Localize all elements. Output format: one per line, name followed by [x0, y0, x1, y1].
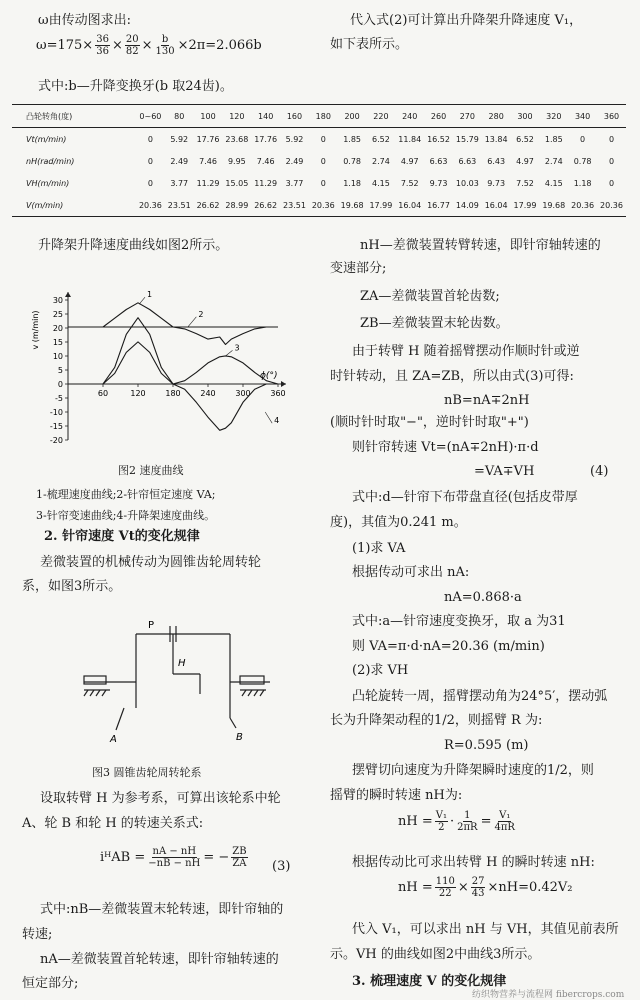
table-cell: 15.05	[225, 178, 249, 188]
table-header-cell: 360	[597, 105, 626, 128]
lever-b	[230, 718, 236, 728]
table-cell: 6.43	[487, 156, 506, 166]
table-cell: 20.36	[309, 194, 338, 217]
table-cell: 16.04	[395, 194, 424, 217]
table-header-cell: 80	[165, 105, 194, 128]
table-cell: 2.74	[544, 156, 563, 166]
fig2-x-tick-label: 60	[97, 389, 109, 398]
table-cell: 7.46	[256, 156, 275, 166]
eq-nb: nB=nA∓2nH	[444, 393, 530, 408]
table-cell: 20.36	[136, 194, 165, 217]
speed-table	[12, 104, 626, 217]
fig3-caption: 图3 圆锥齿轮周转轮系	[92, 766, 202, 779]
a-note: 式中:a—针帘速度变换牙，取 a 为31	[352, 614, 566, 629]
d-def-1: 式中:d—针帘下布带盘直径(包括皮带厚	[352, 490, 578, 505]
vt-eq-1: 则针帘转速 Vt=(nA∓2nH)·π·d	[352, 440, 539, 455]
eq-nh-frac-2	[456, 810, 478, 833]
table-cell: 0	[608, 178, 615, 188]
table-header-cell: 300	[511, 105, 540, 128]
label-P: P	[148, 620, 155, 631]
fig2-x-tick-label: 180	[165, 389, 181, 398]
table-cell: 0	[320, 178, 326, 188]
label-B: B	[236, 732, 243, 743]
frac-den: 2	[438, 822, 445, 833]
table-header-cell: 100	[194, 105, 223, 128]
frac-den: 22	[438, 888, 452, 899]
eq-nh-frac-1	[435, 810, 448, 833]
table-cell: 1.85	[544, 134, 563, 144]
arm-para-2: 时针转动，且 ZA=ZB，所以由式(3)可得:	[330, 369, 574, 384]
fig2-curve-label: 1	[147, 290, 153, 300]
na-def-2: 恒定部分;	[22, 976, 79, 991]
table-cell: 26.62	[194, 194, 223, 217]
fig2-leader-line	[265, 412, 272, 423]
table-cell: 20.36	[568, 194, 597, 217]
table-cell: 0	[320, 156, 326, 166]
table-cell: 9.73	[487, 178, 506, 188]
fig2-series-3	[68, 342, 278, 384]
frac-num: 1	[464, 810, 471, 821]
eq3-eq: = −	[203, 850, 230, 865]
table-header-cell: 320	[539, 105, 568, 128]
frac-num: nA − nH	[152, 846, 197, 857]
table-header-cell: 160	[280, 105, 309, 128]
table-cell: 23.68	[225, 134, 249, 144]
frac-den: 43	[471, 888, 485, 899]
table-cell: 0	[580, 134, 586, 144]
tan-para-2: 摇臂的瞬时转速 nH为:	[330, 788, 463, 803]
table-cell: 6.63	[458, 156, 477, 166]
fig2-y-tick-label: 5	[57, 366, 63, 375]
table-cell: 4.97	[400, 156, 419, 166]
table-row	[12, 194, 626, 217]
table-cell: 4.97	[516, 156, 534, 166]
q2-title: (2)求 VH	[352, 663, 409, 678]
omega-intro: ω由传动图求出:	[38, 13, 131, 28]
watermark: 纺织物营养与流程网 fibercrops.com	[472, 990, 625, 1000]
vt-eq-2: =VA∓VH	[474, 464, 535, 479]
table-header-cell: 140	[251, 105, 280, 128]
table-cell: 0.78	[343, 156, 361, 166]
table-cell: 4.15	[372, 178, 390, 188]
table-row-label: VH(m/min)	[26, 178, 70, 188]
fig2-curve-label: 3	[234, 343, 240, 353]
table-cell: 5.92	[170, 134, 189, 144]
omega-formula	[36, 34, 262, 57]
table-row	[12, 150, 626, 172]
table-cell: 28.99	[222, 194, 251, 217]
na-def-1: nA—差微装置首轮转速，即针帘轴转速的	[40, 952, 279, 967]
fig2-y-tick-label: 30	[52, 296, 63, 305]
table-cell: 10.03	[455, 178, 479, 188]
table-cell: 2.74	[372, 156, 390, 166]
table-cell: 19.68	[338, 194, 367, 217]
eq-nh2-lhs: nH =	[398, 880, 433, 895]
nh-def-2: 变速部分;	[330, 261, 387, 276]
zb-def: ZB—差微装置末轮齿数。	[360, 316, 509, 331]
frac-num: V₁	[435, 810, 447, 821]
table-header-cell: 180	[309, 105, 338, 128]
fig2-leader-line	[226, 350, 233, 356]
table-cell: 15.79	[455, 134, 479, 144]
table-cell: 16.77	[424, 194, 453, 217]
table-cell: 20.36	[597, 194, 626, 217]
table-cell: 17.76	[196, 134, 220, 144]
lever-a	[116, 708, 124, 730]
table-row-label: nH(rad/min)	[26, 156, 75, 166]
table-cell: 6.52	[372, 134, 390, 144]
fig2-leader-line	[139, 297, 145, 304]
sec2-para-1: 差微装置的机械传动为圆锥齿轮周转轮	[40, 555, 262, 570]
table-row	[12, 172, 626, 194]
table-cell: 13.84	[484, 134, 508, 144]
times-sign: ×	[111, 38, 123, 53]
frac-num: 27	[471, 876, 485, 887]
table-cell: 17.76	[254, 134, 278, 144]
eq3-frac-1	[147, 846, 201, 869]
table-header-cell: 270	[453, 105, 482, 128]
table-cell: 19.68	[539, 194, 568, 217]
hatch	[84, 690, 88, 696]
sign-note: (顺时针时取"−"，逆时针时取"+")	[330, 415, 529, 430]
table-header-cell: 240	[395, 105, 424, 128]
eq-nh2-frac-1	[435, 876, 456, 899]
table-cell: 7.52	[400, 178, 419, 188]
eq-nh-frac-3	[493, 810, 515, 833]
table-cell: 2.49	[285, 156, 304, 166]
equation-3	[100, 846, 250, 869]
eq3-frac-2	[231, 846, 247, 869]
table-cell: 0	[320, 134, 326, 144]
table-cell: 17.99	[367, 194, 396, 217]
table-header-cell: 0~60	[136, 105, 165, 128]
fig3-gear-diagram	[70, 610, 280, 750]
table-cell: 1.18	[573, 178, 592, 188]
frac-den: ZA	[232, 858, 247, 869]
nb-def-2: 转速;	[22, 927, 53, 942]
nb-def-1: 式中:nB—差微装置末轮转速，即针帘轴的	[40, 902, 284, 917]
table-header-label: 凸轮转角(度)	[12, 105, 136, 128]
eq-nh-lhs: nH =	[398, 814, 433, 829]
za-def: ZA—差微装置首轮齿数;	[360, 289, 500, 304]
curve-ref: 升降架升降速度曲线如图2所示。	[38, 238, 229, 253]
omega-frac-3	[154, 34, 175, 57]
frac-num: b	[161, 34, 169, 45]
fig2-y-tick-label: -10	[49, 408, 63, 417]
table-cell: 5.92	[285, 134, 304, 144]
fig2-caption: 图2 速度曲线	[118, 464, 184, 477]
fig2-series-4	[68, 318, 278, 431]
frac-num: 20	[125, 34, 139, 45]
table-cell: 6.63	[429, 156, 448, 166]
table-row	[12, 128, 626, 151]
section-3-title: 3. 梳理速度 V 的变化规律	[352, 974, 507, 989]
table-cell: 3.77	[285, 178, 304, 188]
table-header-row	[12, 105, 626, 128]
table-cell: 23.51	[165, 194, 194, 217]
fig2-x-arrow	[281, 381, 286, 387]
table-cell: 1.18	[343, 178, 361, 188]
hatch	[96, 690, 100, 696]
table-cell: 0	[608, 156, 615, 166]
table-header-cell: 340	[568, 105, 597, 128]
eq-na: nA=0.868·a	[444, 590, 522, 605]
fig2-speed-chart	[28, 282, 300, 458]
fig2-x-tick-label: 360	[270, 389, 286, 398]
label-A: A	[110, 734, 117, 745]
para3-line1: 设取转臂 H 为参考系，可算出该轮系中轮	[40, 791, 281, 806]
omega-tail: ×2π=2.066b	[177, 38, 262, 53]
table-cell: 7.52	[516, 178, 534, 188]
q1-title: (1)求 VA	[352, 541, 406, 556]
frac-num: ZB	[232, 846, 247, 857]
fig2-leader-line	[188, 317, 196, 327]
frac-den: 2πR	[457, 822, 478, 833]
table-cell: 0	[147, 134, 153, 144]
right-intro-2: 如下表所示。	[330, 37, 409, 52]
eq-nh2-tail: ×nH=0.42V₂	[487, 880, 573, 895]
omega-lhs: ω=175×	[36, 38, 94, 53]
fig2-x-tick-label: 240	[200, 389, 216, 398]
frac-den: 82	[125, 46, 139, 57]
label-H: H	[178, 658, 186, 669]
table-cell: 14.09	[453, 194, 482, 217]
table-cell: 0.78	[573, 156, 592, 166]
table-header-cell: 220	[367, 105, 396, 128]
tan-para-1: 摆臂切向速度为升降架瞬时速度的1/2，则	[352, 763, 594, 778]
table-cell: 3.77	[170, 178, 189, 188]
eq-nh-eq: =	[480, 814, 492, 829]
fig2-x-tick-label: 120	[130, 389, 146, 398]
sec2-para-2: 系，如图3所示。	[22, 579, 122, 594]
fig2-legend-2: 3-针帘变速曲线;4-升降架速度曲线。	[36, 509, 216, 522]
fig2-curve-label: 4	[274, 416, 280, 426]
frac-num: 110	[435, 876, 455, 887]
table-cell: 0	[147, 156, 153, 166]
frac-den: −nB − nH	[148, 858, 201, 869]
table-cell: 23.51	[280, 194, 309, 217]
frac-den: 36	[96, 46, 109, 57]
eq3-lhs: iᴴAB =	[100, 850, 146, 865]
sub-para-2: 示。VH 的曲线如图2中曲线3所示。	[330, 947, 541, 962]
frac-den: 4πR	[494, 822, 515, 833]
table-cell: 7.46	[199, 156, 217, 166]
table-header-cell: 260	[424, 105, 453, 128]
cam-para-1: 凸轮旋转一周，摇臂摆动角为24°5′，摆动弧	[352, 689, 608, 704]
fig2-y-tick-label: -5	[55, 394, 63, 403]
fig2-y-tick-label: 0	[57, 380, 63, 389]
eq3-number: (3)	[272, 859, 291, 874]
fig2-y-axis-label: v (m/min)	[31, 310, 40, 350]
table-row-label: Vt(m/min)	[26, 134, 67, 144]
fig2-series-1	[68, 303, 278, 345]
d-def-2: 度)，其值为0.241 m。	[330, 515, 467, 530]
table-cell: 11.84	[398, 134, 422, 144]
fig2-curve-label: 2	[198, 309, 204, 319]
table-cell: 16.52	[427, 134, 450, 144]
frac-num: V₁	[499, 810, 511, 821]
fig2-y-tick-label: 15	[52, 338, 63, 347]
q1-para: 根据传动可求出 nA:	[352, 565, 470, 580]
b-note: 式中:b—升降变换牙(b 取24齿)。	[38, 79, 233, 94]
fig2-curves	[68, 290, 279, 430]
table-cell: 0	[147, 178, 153, 188]
ratio-para: 根据传动比可求出转臂 H 的瞬时转速 nH:	[352, 855, 595, 870]
fig2-y-tick-label: 10	[52, 352, 63, 361]
table-cell: 0	[608, 134, 615, 144]
table-cell: 9.73	[429, 178, 448, 188]
table-cell: 2.49	[170, 156, 189, 166]
sub-para-1: 代入 V₁，可以求出 nH 与 VH，其值见前表所	[352, 922, 619, 937]
hatch	[102, 690, 106, 696]
table-cell: 17.99	[511, 194, 540, 217]
eq-nh2	[398, 876, 573, 899]
table-cell: 6.52	[516, 134, 534, 144]
fig2-x-tick-label: 300	[235, 389, 251, 398]
omega-frac-2	[125, 34, 140, 57]
fig2-y-tick-label: -15	[49, 422, 63, 431]
fig2-y-tick-label: -20	[49, 436, 63, 445]
section-2-title: 2. 针帘速度 Vt的变化规律	[44, 529, 200, 544]
table-header-cell: 200	[338, 105, 367, 128]
eq4-number: (4)	[590, 464, 609, 479]
hatch	[242, 690, 246, 696]
fig2-legend-1: 1-梳理速度曲线;2-针帘恒定速度 VA;	[36, 488, 216, 501]
eq-nh2-frac-2	[471, 876, 486, 899]
omega-frac-1	[95, 34, 110, 57]
bearing-left	[84, 676, 106, 684]
table-row-label: V(m/min)	[12, 194, 136, 217]
table-cell: 4.15	[544, 178, 563, 188]
table-cell: 11.29	[254, 178, 278, 188]
hatch	[90, 690, 94, 696]
table-cell: 9.95	[227, 156, 246, 166]
right-intro-1: 代入式(2)可计算出升降架升降速度 V₁，	[350, 13, 583, 28]
table-cell: 1.85	[343, 134, 361, 144]
cam-para-2: 长为升降架动程的1/2，则摇臂 R 为:	[330, 713, 543, 728]
fig2-y-tick-label: 25	[52, 310, 63, 319]
para3-line2: A、轮 B 和轮 H 的转速关系式:	[22, 816, 204, 831]
va-eq: 则 VA=π·d·nA=20.36 (m/min)	[352, 639, 545, 654]
eq-nh2-times: ×	[457, 880, 469, 895]
table-cell: 16.04	[482, 194, 511, 217]
times-sign: ×	[141, 38, 153, 53]
arm-para-1: 由于转臂 H 随着摇臂摆动作顺时针或逆	[352, 344, 580, 359]
table-cell: 11.29	[196, 178, 220, 188]
eq-nh	[398, 810, 518, 833]
nh-def-1: nH—差微装置转臂转速，即针帘轴转速的	[360, 238, 601, 253]
fig2-y-tick-label: 20	[52, 324, 63, 333]
fig2-y-arrow	[65, 292, 71, 297]
fig2-x-axis-label: ϕ(°)	[260, 371, 278, 381]
hatch	[260, 690, 264, 696]
table-header-cell: 280	[482, 105, 511, 128]
frac-num: 36	[96, 34, 109, 45]
eq-nh-dot: ·	[449, 814, 455, 829]
eq-R: R=0.595 (m)	[444, 738, 529, 753]
table-header-cell: 120	[222, 105, 251, 128]
table-cell: 26.62	[251, 194, 280, 217]
bearing-right	[240, 676, 264, 684]
hatch	[248, 690, 252, 696]
hatch	[254, 690, 258, 696]
frac-den: 130	[155, 46, 175, 57]
